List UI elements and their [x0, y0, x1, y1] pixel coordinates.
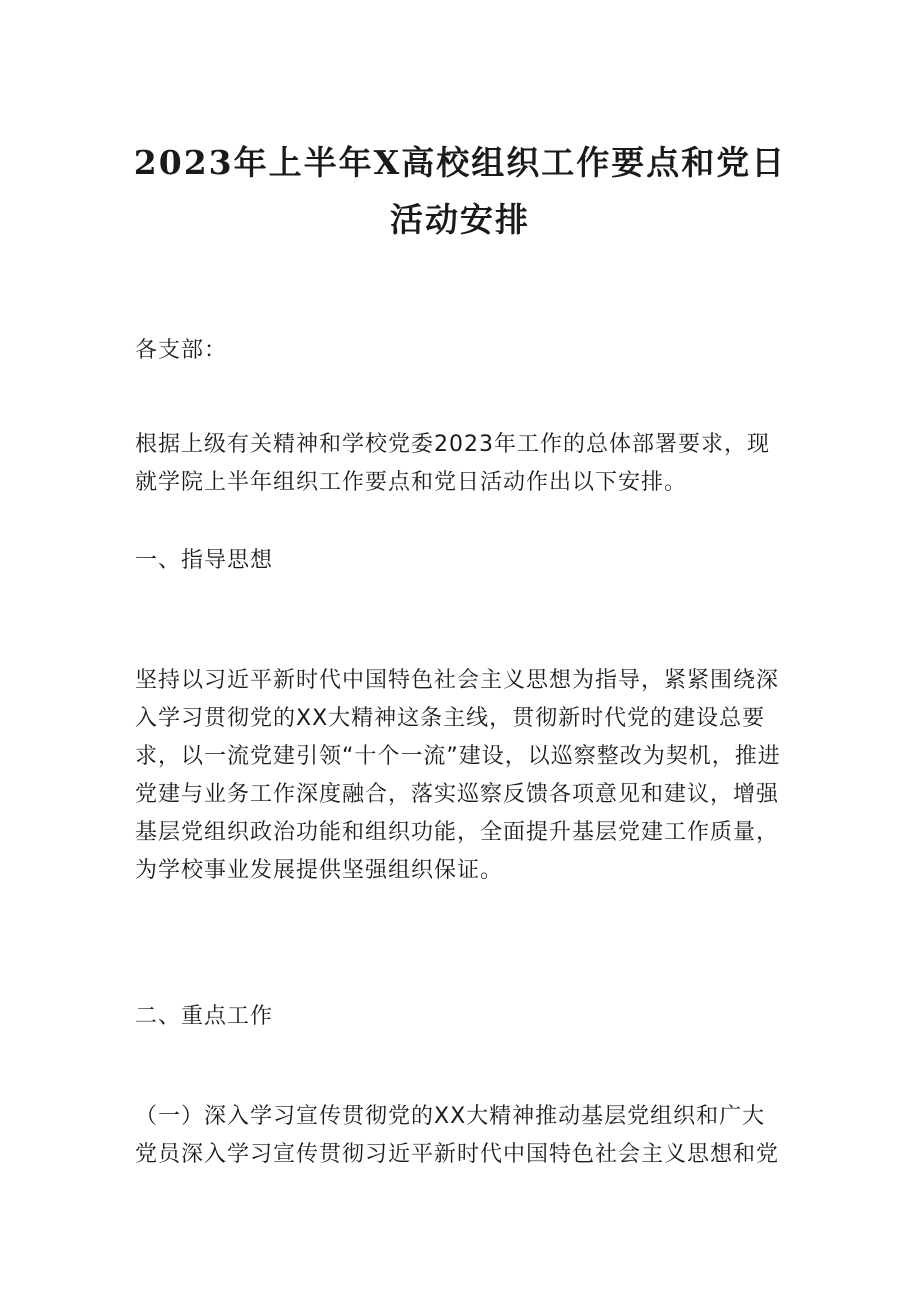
title-rest: 高校组织工作要点和党日 [401, 143, 787, 182]
document-title-line-1 [130, 135, 790, 191]
greeting: 各支部： [135, 338, 228, 363]
section-1-body: 坚持以习近平新时代中国特色社会主义思想为指导，紧紧围绕深入学习贯彻党的XX大精神这条主线，贯彻新时代党的建设总要求，以一流党建引领“十个一流”建设，以巡察整改为契机，推进党建与业务工作深度融合，落实巡察反馈各项意见和建议，增强基层党组织政治功能和组织功能，全面提升基层党建工作质量，为学校事业发展提供坚强组织保证。 [135, 668, 781, 883]
title-year: 2023 [133, 143, 234, 182]
section-1-heading: 一、指导思想 [135, 548, 274, 573]
subsection-1: （一）深入学习宣传贯彻党的XX大精神推动基层党组织和广大党员深入学习宣传贯彻习近平新时代中国特色社会主义思想和党 [135, 1104, 780, 1167]
title-x: X [373, 143, 402, 182]
document-title-line-2: 活动安排 [390, 200, 530, 239]
title-half-year: 年上半年 [233, 143, 374, 182]
intro-paragraph: 根据上级有关精神和学校党委2023年工作的总体部署要求，现就学院上半年组织工作要点和党日活动作出以下安排。 [135, 432, 770, 495]
section-2-heading: 二、重点工作 [135, 1004, 274, 1029]
